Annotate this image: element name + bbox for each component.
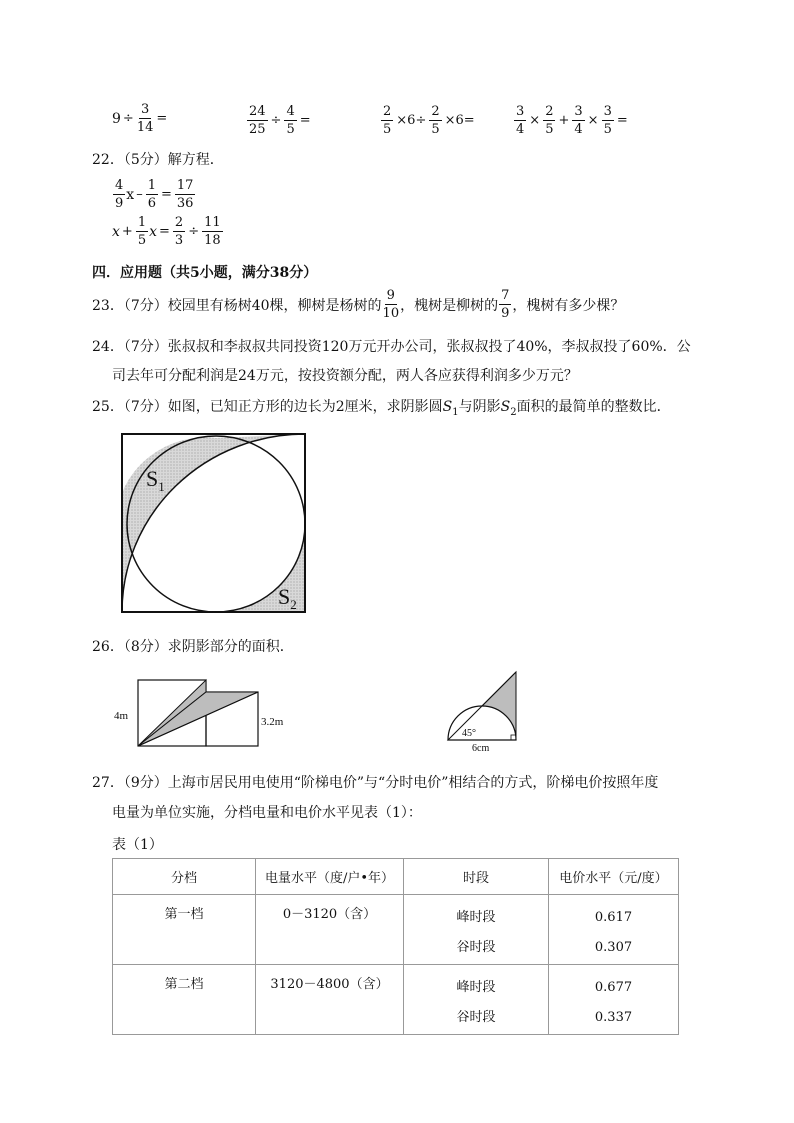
fraction: $\frac{24}{25}$ bbox=[249, 104, 266, 137]
q26-figure-rectangles bbox=[112, 674, 302, 752]
q23-part-c: ，槐树有多少棵？ bbox=[512, 297, 625, 314]
q22-heading: 22．（5分）解方程． bbox=[92, 152, 224, 168]
equals-sign: = bbox=[160, 187, 172, 202]
fraction: $\frac{3}{14}$ bbox=[136, 102, 154, 135]
period-cell: 峰时段 谷时段 bbox=[404, 895, 549, 965]
tier-cell: 第一档 bbox=[113, 895, 256, 965]
range-cell: 0－3120（含） bbox=[256, 895, 404, 965]
fraction: $\frac{2}{5}$ bbox=[545, 104, 554, 137]
q22-equation-1 bbox=[112, 177, 196, 210]
operator: × bbox=[529, 113, 541, 128]
header-cell: 分档 bbox=[113, 859, 256, 895]
fraction: $\frac{7}{9}$ bbox=[501, 288, 510, 321]
fraction: $\frac{4}{5}$ bbox=[286, 104, 295, 137]
q24-line-2: 司去年可分配利润是24万元，按投资额分配，两人各应获得利润多少万元？ bbox=[112, 368, 578, 384]
expr-number: 9 bbox=[112, 110, 121, 127]
q25-text: 25．（7分）如图，已知正方形的边长为2厘米，求阴影圆$S_1$与阴影$S_2$面积的最简单的整数比． bbox=[92, 399, 671, 418]
equals-sign: = bbox=[616, 113, 628, 128]
q21-expr-3 bbox=[380, 103, 477, 136]
operator: ×6= bbox=[444, 113, 475, 128]
price-cell: 0.617 0.307 bbox=[549, 895, 679, 965]
fraction: $\frac{1}{6}$ bbox=[147, 178, 156, 211]
q23-part-a: 23．（7分）校园里有杨树40棵，柳树是杨树的 bbox=[92, 297, 382, 314]
fraction: $\frac{3}{5}$ bbox=[603, 104, 612, 137]
fraction: $\frac{3}{4}$ bbox=[574, 104, 583, 137]
fraction: $\frac{2}{5}$ bbox=[431, 104, 440, 137]
equals-sign: = bbox=[299, 113, 311, 128]
tier-cell: 第二档 bbox=[113, 965, 256, 1035]
q21-expr-2 bbox=[246, 103, 313, 136]
q27-line-2: 电量为单位实施，分档电量和电价水平见表（1）： bbox=[112, 805, 422, 821]
division-sign: ÷ bbox=[270, 113, 282, 128]
operator: ×6÷ bbox=[396, 113, 427, 128]
period-cell: 峰时段 谷时段 bbox=[404, 965, 549, 1035]
table-row bbox=[113, 965, 679, 1035]
header-cell: 时段 bbox=[404, 859, 549, 895]
fraction: $\frac{2}{5}$ bbox=[383, 104, 392, 137]
minus-sign: – bbox=[136, 187, 143, 202]
fraction: $\frac{11}{18}$ bbox=[204, 215, 221, 248]
division-sign: ÷ bbox=[122, 111, 134, 126]
q25-figure bbox=[116, 428, 312, 618]
range-cell: 3120－4800（含） bbox=[256, 965, 404, 1035]
fraction: $\frac{4}{9}$ bbox=[115, 178, 124, 211]
label-4m: 4m bbox=[114, 710, 129, 722]
q21-expr-1 bbox=[112, 103, 169, 134]
q23-part-b: ，槐树是柳树的 bbox=[400, 297, 499, 314]
q24-line-1: 24．（7分）张叔叔和李叔叔共同投资120万元开办公司，张叔叔投了40%，李叔叔投了60%．公 bbox=[92, 339, 691, 355]
variable-x: x bbox=[112, 223, 120, 240]
division-sign: ÷ bbox=[188, 224, 200, 239]
operator: × bbox=[587, 113, 599, 128]
label-3-2m: 3.2m bbox=[261, 716, 284, 728]
table-caption: 表（1） bbox=[112, 837, 163, 853]
q27-line-1: 27．（9分）上海市居民用电使用“阶梯电价”与“分时电价”相结合的方式，阶梯电价按照年度 bbox=[92, 775, 659, 791]
equals-sign: = bbox=[159, 224, 170, 239]
section-heading: 四．应用题（共5小题，满分38分） bbox=[92, 265, 318, 281]
q21-expr-4 bbox=[513, 103, 630, 136]
q26-figure-semicircle bbox=[440, 670, 530, 754]
fraction: $\frac{2}{3}$ bbox=[174, 215, 184, 248]
variable-x: x bbox=[149, 223, 157, 240]
label-45-degrees: 45° bbox=[462, 728, 476, 739]
q26-text: 26．（8分）求阴影部分的面积． bbox=[92, 639, 294, 655]
label-s2: $S_2$ bbox=[278, 584, 297, 612]
equals-sign: = bbox=[156, 111, 168, 126]
operator: + bbox=[558, 113, 570, 128]
fraction: $\frac{9}{10}$ bbox=[382, 288, 400, 321]
table-row bbox=[113, 895, 679, 965]
q22-equation-2 bbox=[112, 216, 224, 247]
fraction: $\frac{1}{5}$ bbox=[137, 215, 147, 248]
variable-x: x bbox=[126, 186, 135, 203]
label-6cm: 6cm bbox=[472, 743, 490, 754]
fraction: $\frac{17}{36}$ bbox=[176, 178, 194, 211]
label-s1: $S_1$ bbox=[146, 466, 165, 494]
table-header-row bbox=[113, 859, 679, 895]
price-cell: 0.677 0.337 bbox=[549, 965, 679, 1035]
plus-sign: + bbox=[121, 224, 133, 239]
q23-text bbox=[92, 289, 624, 320]
shaded-region-s1 bbox=[116, 434, 305, 612]
electricity-price-table bbox=[112, 858, 679, 1035]
header-cell: 电量水平（度/户•年） bbox=[256, 859, 404, 895]
header-cell: 电价水平（元/度） bbox=[549, 859, 679, 895]
fraction: $\frac{3}{4}$ bbox=[516, 104, 525, 137]
